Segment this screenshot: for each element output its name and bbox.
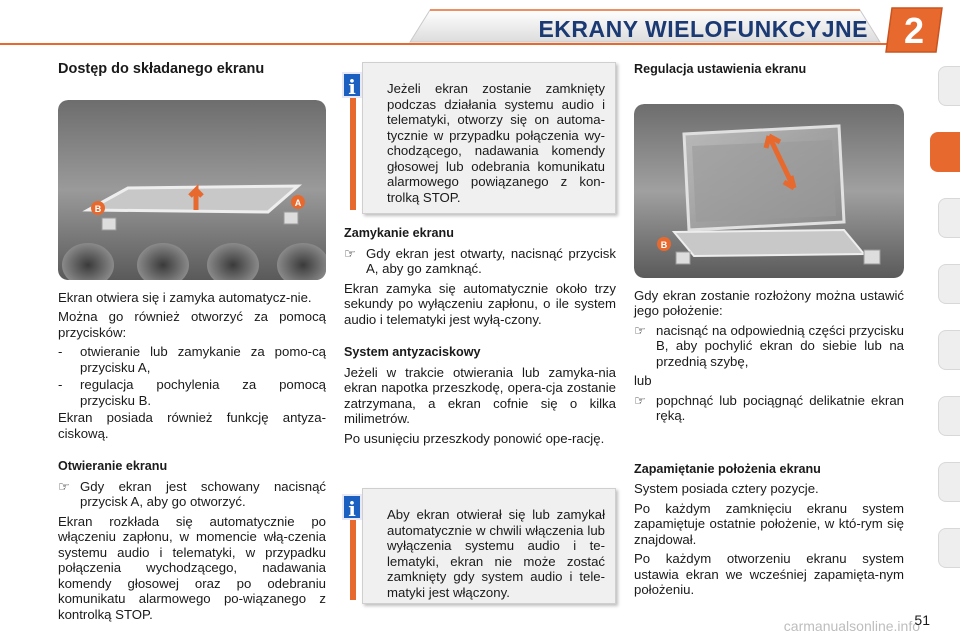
subsection-heading: Otwieranie ekranu [58, 459, 168, 473]
bullet-text: Gdy ekran jest otwarty, nacisnąć przycisk A, aby go zamknąć. [366, 245, 616, 276]
info-icon: i [342, 72, 362, 98]
info-icon: i [342, 494, 362, 520]
subsection-heading: System antyzaciskowy [344, 345, 481, 359]
section-heading: Regulacja ustawienia ekranu [634, 62, 807, 76]
page-number: 51 [914, 612, 930, 628]
dash-mark: - [58, 377, 63, 392]
page-header [0, 0, 960, 56]
info-stripe [350, 90, 356, 210]
dashboard-figure-closed-screen [58, 100, 326, 280]
dashboard-figure-open-screen [634, 104, 904, 278]
paragraph: Ekran posiada również funkcję antyza-ciskową. [58, 410, 326, 441]
dash-mark: - [58, 344, 63, 359]
info-text: Jeżeli ekran zostanie zamknięty podczas działania systemu audio i telematyki, otworzy się on automa-tycznie w przypadku połączenia wy-chodzącego, nadawania komendy głosowej lub odebrania komunikatu alarmowego powiązanego z kon-trolką STOP. [387, 81, 605, 205]
side-tab[interactable] [938, 462, 960, 502]
callout-a: A [294, 197, 302, 208]
chapter-number: 2 [903, 10, 925, 51]
info-box-top [362, 62, 616, 214]
bullet-text: popchnąć lub pociągnąć delikatnie ekran ręką. [656, 392, 904, 423]
subsection-heading: Zamykanie ekranu [344, 226, 454, 240]
side-tab[interactable] [938, 528, 960, 568]
info-text: Aby ekran otwierał się lub zamykał automatycznie w chwili włączenia lub wyłączenia systemu audio i te-lematyki, ekran nie może zostać zamknięty gdy system audio i tele-matyki jest włączony. [387, 507, 605, 600]
pointer-bullet [58, 479, 326, 510]
section-heading: Dostęp do składanego ekranu [58, 61, 265, 77]
info-stripe [350, 514, 356, 600]
side-tab[interactable] [938, 198, 960, 238]
pointing-hand-icon: ☞ [634, 322, 646, 338]
dashboard-illustration [58, 100, 326, 280]
callout-b: B [94, 203, 102, 214]
side-tab[interactable] [938, 66, 960, 106]
middle-column [344, 226, 616, 450]
paragraph: Ekran zamyka się automatycznie około trzy sekundy po wyłączeniu zapłonu, o ile system audio i telematyki jest wyłą-czony. [344, 280, 616, 327]
paragraph: System posiada cztery pozycje. [634, 481, 819, 496]
page-title: EKRANY WIELOFUNKCYJNE [538, 16, 868, 42]
paragraph: Jeżeli w trakcie otwierania lub zamyka-nia ekran napotka przeszkodę, opera-cja zostanie zatrzymana, a ekran cofnie się o kilka milimetrów. [344, 364, 616, 426]
pointer-bullet [634, 323, 904, 370]
left-column [58, 62, 326, 626]
side-tab-active[interactable] [930, 132, 960, 172]
paragraph: Można go również otworzyć za pomocą przycisków: [58, 309, 326, 340]
paragraph: Po każdym otworzeniu ekranu system ustawia ekran we wcześniej zapamięta-nym położeniu. [634, 551, 904, 597]
side-tab[interactable] [938, 264, 960, 304]
dashboard-illustration [634, 104, 904, 278]
paragraph: Gdy ekran zostanie rozłożony można ustawić jego położenie: [634, 287, 904, 318]
pointing-hand-icon: ☞ [344, 245, 356, 261]
bullet-text: Gdy ekran jest schowany nacisnąć przycisk A, aby go otworzyć. [80, 478, 326, 509]
paragraph: Po usunięciu przeszkody ponowić ope-rację. [344, 430, 605, 446]
dash-item [58, 344, 326, 375]
paragraph: Ekran rozkłada się automatycznie po włączeniu zapłonu, w momencie włą-czenia systemu audio i telematyki, w przypadku połączenia wychodzącego, nadawania komendy głosowej oraz po odebraniu komunikatu alarmowego po-wiązanego z kontrolką STOP. [58, 513, 326, 622]
pointing-hand-icon: ☞ [634, 392, 646, 408]
dash-text: regulacja pochylenia za pomocą przycisku B. [80, 377, 326, 408]
watermark: carmanualsonline.info [783, 618, 920, 634]
callout-b: B [660, 239, 668, 250]
bullet-text: nacisnąć na odpowiednią części przycisku B, aby pochylić ekran do siebie lub na przednią szybę, [656, 322, 904, 369]
info-box-bottom [362, 488, 616, 604]
chapter-side-tabs [930, 66, 960, 576]
dash-item [58, 377, 326, 408]
pointer-bullet [344, 246, 616, 277]
subsection-heading: Zapamiętanie położenia ekranu [634, 461, 821, 476]
dash-text: otwieranie lub zamykanie za pomo-cą przycisku A, [80, 344, 326, 375]
right-column [634, 62, 904, 602]
side-tab[interactable] [938, 396, 960, 436]
paragraph: Po każdym zamknięciu ekranu system zapamiętuje ostatnie położenie, w któ-rym się znajdował. [634, 500, 904, 547]
paragraph: Ekran otwiera się i zamyka automatycz-nie. [58, 289, 312, 305]
side-tab[interactable] [938, 330, 960, 370]
pointer-bullet [634, 393, 904, 424]
paragraph: lub [634, 373, 652, 388]
pointing-hand-icon: ☞ [58, 478, 70, 494]
